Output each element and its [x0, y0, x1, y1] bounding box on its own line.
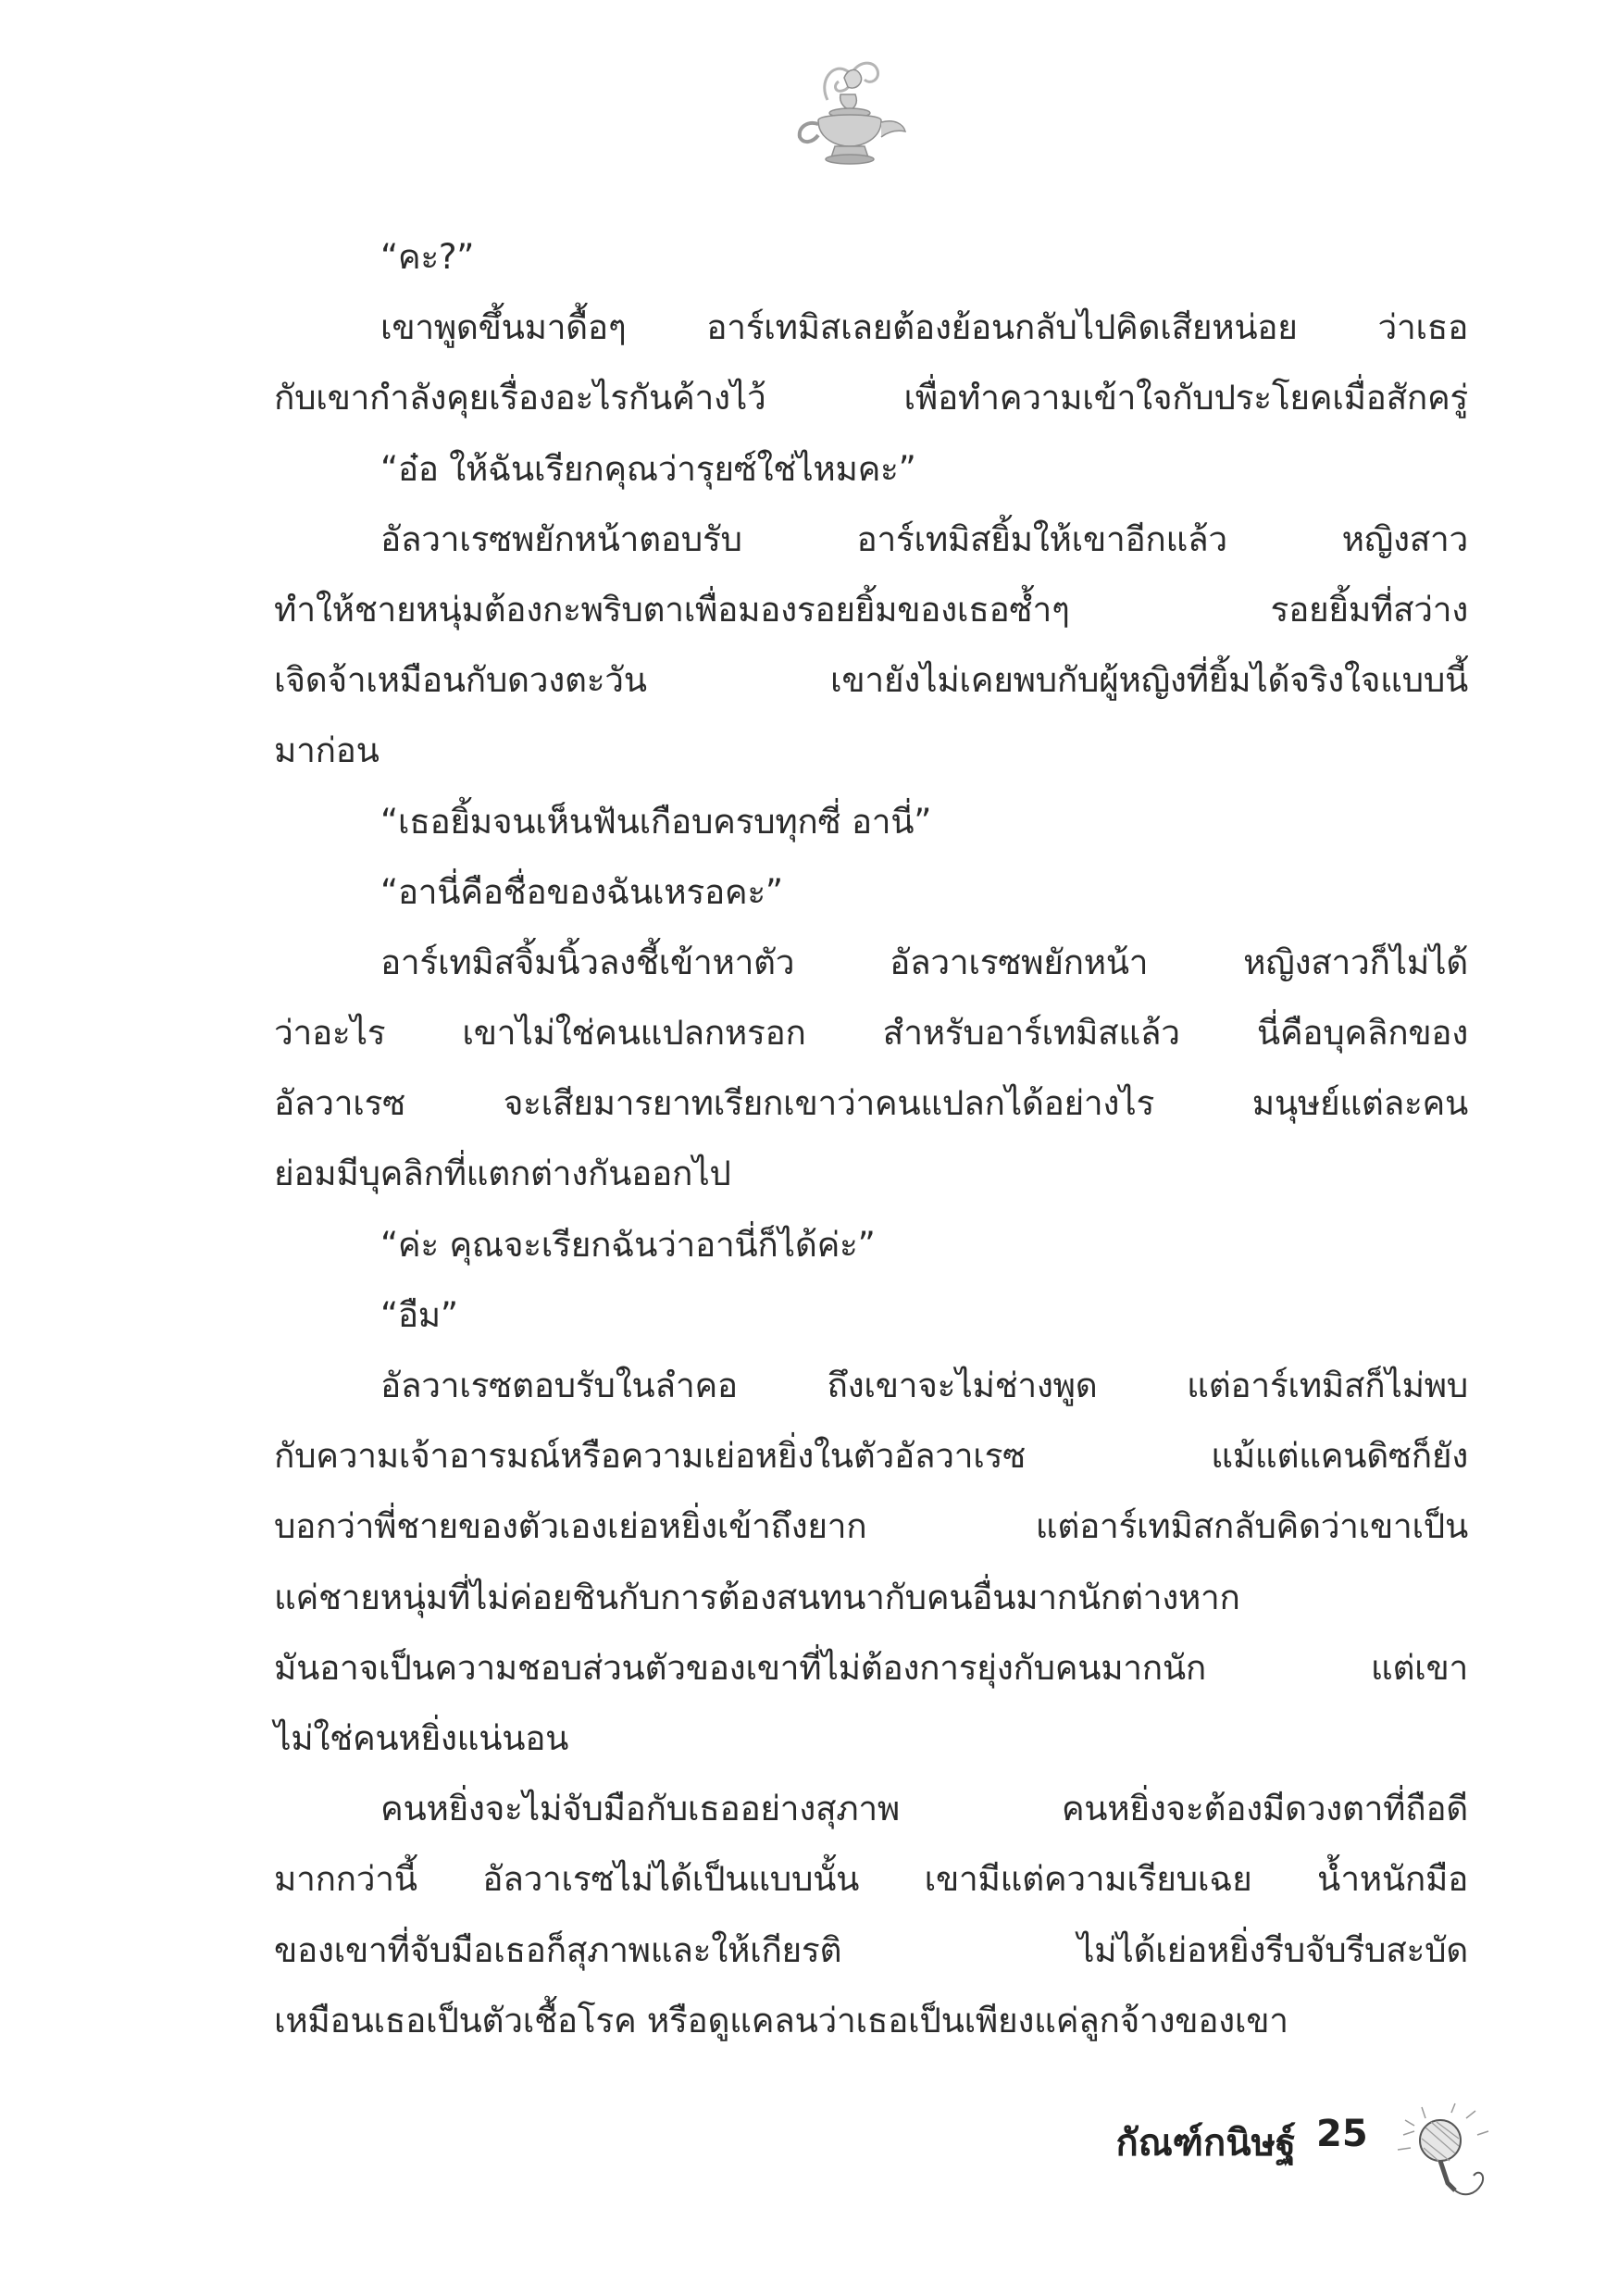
- text-line: ของเขาที่จับมือเธอก็สุภาพและให้เกียรติ ไม่ได้เย่อหยิ่งรีบจับรีบสะบัด: [274, 1929, 1468, 1970]
- text-line: ทำให้ชายหนุ่มต้องกะพริบตาเพื่อมองรอยยิ้มของเธอซ้ำๆ รอยยิ้มที่สว่าง: [274, 589, 1468, 630]
- text-line: “อืม”: [380, 1294, 458, 1335]
- text-line: อาร์เทมิสจิ้มนิ้วลงชี้เข้าหาตัว อัลวาเรซพยักหน้า หญิงสาวก็ไม่ได้: [380, 942, 1468, 982]
- text-line: บอกว่าพี่ชายของตัวเองเย่อหยิ่งเข้าถึงยาก แต่อาร์เทมิสกลับคิดว่าเขาเป็น: [274, 1506, 1468, 1547]
- text-line: “คะ?”: [380, 237, 475, 277]
- text-line: เหมือนเธอเป็นตัวเชื้อโรค หรือดูแคลนว่าเธอเป็นเพียงแค่ลูกจ้างของเขา: [274, 2000, 1288, 2040]
- text-line: “อานี่คือชื่อของฉันเหรอคะ”: [380, 871, 783, 912]
- text-line: มาก่อน: [274, 730, 380, 771]
- text-line: มากกว่านี้ อัลวาเรซไม่ได้เป็นแบบนั้น เขามีแต่ความเรียบเฉย น้ำหนักมือ: [274, 1859, 1468, 1900]
- text-line: “อ๋อ ให้ฉันเรียกคุณว่ารุยซ์ใช่ไหมคะ”: [380, 448, 916, 489]
- text-line: คนหยิ่งจะไม่จับมือกับเธออย่างสุภาพ คนหยิ่งจะต้องมีดวงตาที่ถือดี: [380, 1789, 1468, 1829]
- text-line: กับความเจ้าอารมณ์หรือความเย่อหยิ่งในตัวอัลวาเรซ แม้แต่แคนดิซก็ยัง: [274, 1436, 1468, 1477]
- magic-lamp-icon: [790, 54, 909, 169]
- body-text: [274, 222, 1468, 2056]
- text-line: “ค่ะ คุณจะเรียกฉันว่าอานี่ก็ได้ค่ะ”: [380, 1224, 876, 1265]
- text-line: “เธอยิ้มจนเห็นฟันเกือบครบทุกซี่ อานี่”: [380, 801, 932, 842]
- text-line: เจิดจ้าเหมือนกับดวงตะวัน เขายังไม่เคยพบกับผู้หญิงที่ยิ้มได้จริงใจแบบนี้: [274, 660, 1468, 701]
- page-number: 25: [1316, 2113, 1368, 2155]
- text-line: ย่อมมีบุคลิกที่แตกต่างกันออกไป: [274, 1154, 731, 1194]
- microphone-icon: [1385, 2094, 1496, 2205]
- page-footer: [1074, 2094, 1500, 2205]
- author-name: กัณฑ์กนิษฐ์: [1115, 2122, 1296, 2165]
- text-line: แค่ชายหนุ่มที่ไม่ค่อยชินกับการต้องสนทนากับคนอื่นมากนักต่างหาก: [274, 1577, 1240, 1617]
- text-line: มันอาจเป็นความชอบส่วนตัวของเขาที่ไม่ต้องการยุ่งกับคนมากนัก แต่เขา: [274, 1647, 1468, 1688]
- text-line: ว่าอะไร เขาไม่ใช่คนแปลกหรอก สำหรับอาร์เทมิสแล้ว นี่คือบุคลิกของ: [274, 1013, 1468, 1054]
- text-line: อัลวาเรซ จะเสียมารยาทเรียกเขาว่าคนแปลกได้อย่างไร มนุษย์แต่ละคน: [274, 1083, 1468, 1124]
- text-line: อัลวาเรซตอบรับในลำคอ ถึงเขาจะไม่ช่างพูด แต่อาร์เทมิสก็ไม่พบ: [380, 1366, 1468, 1405]
- text-line: ไม่ใช่คนหยิ่งแน่นอน: [274, 1717, 569, 1758]
- text-line: อัลวาเรซพยักหน้าตอบรับ อาร์เทมิสยิ้มให้เขาอีกแล้ว หญิงสาว: [380, 518, 1468, 559]
- text-line: กับเขากำลังคุยเรื่องอะไรกันค้างไว้ เพื่อทำความเข้าใจกับประโยคเมื่อสักครู่: [274, 378, 1468, 418]
- text-line: เขาพูดขึ้นมาดื้อๆ อาร์เทมิสเลยต้องย้อนกลับไปคิดเสียหน่อย ว่าเธอ: [380, 307, 1468, 348]
